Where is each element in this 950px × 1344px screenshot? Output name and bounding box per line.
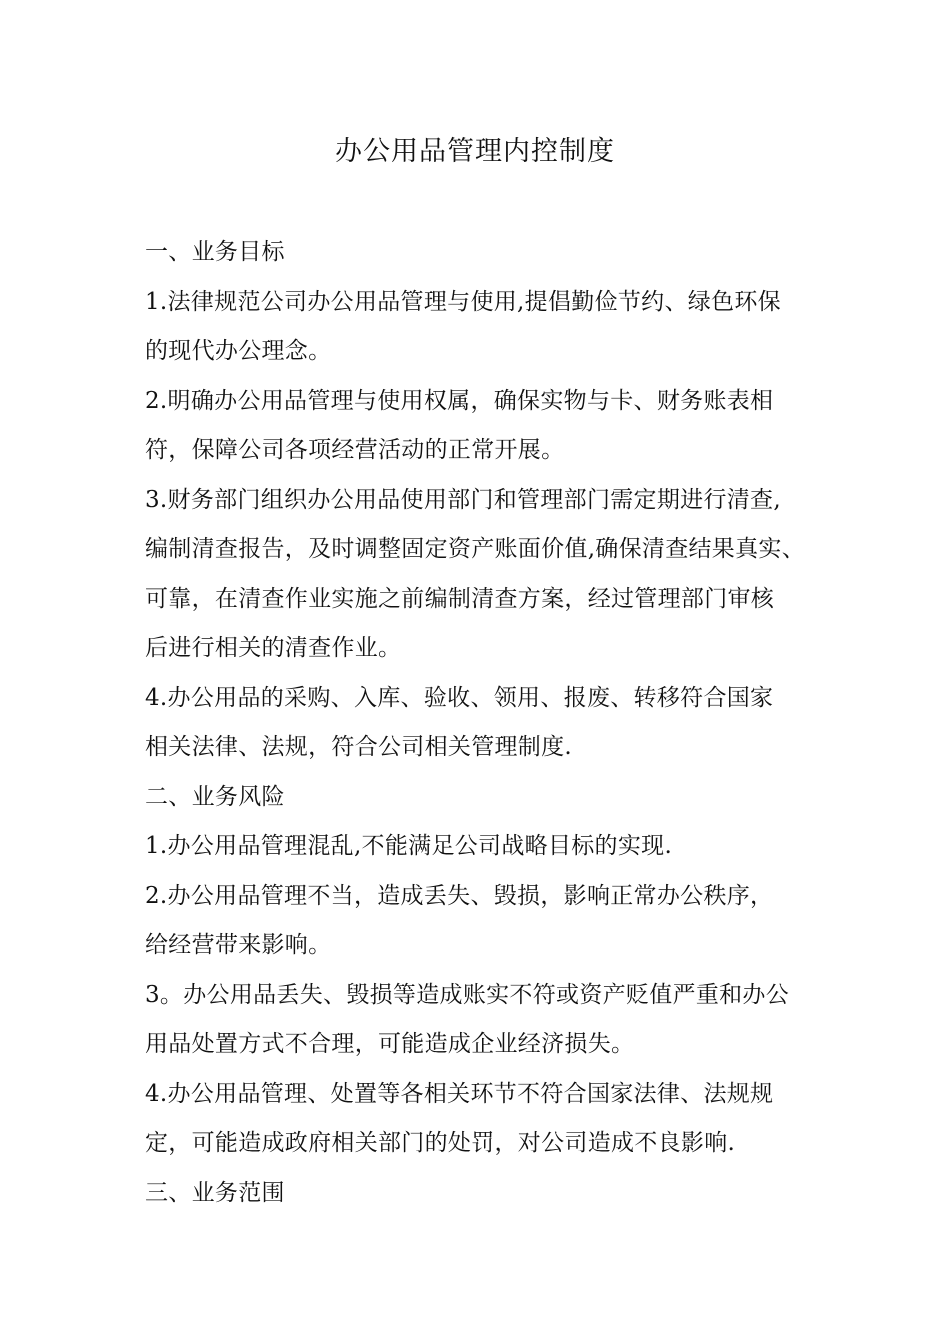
paragraph-line: 用品处置方式不合理，可能造成企业经济损失。 xyxy=(145,1031,635,1057)
paragraph-line: 3.财务部门组织办公用品使用部门和管理部门需定期进行清查, xyxy=(145,486,781,513)
paragraph-line: 可靠，在清查作业实施之前编制清查方案，经过管理部门审核 xyxy=(145,585,775,612)
paragraph-line: 3。办公用品丢失、毁损等造成账实不符或资产贬值严重和办公 xyxy=(145,981,790,1008)
paragraph-line: 4.办公用品的采购、入库、验收、领用、报废、转移符合国家 xyxy=(145,684,774,711)
paragraph-line: 相关法律、法规，符合公司相关管理制度. xyxy=(145,734,573,760)
paragraph-line: 1.法律规范公司办公用品管理与使用,提倡勤俭节约、绿色环保 xyxy=(145,288,781,315)
paragraph-line: 后进行相关的清查作业。 xyxy=(145,635,402,661)
paragraph-line: 2.明确办公用品管理与使用权属，确保实物与卡、财务账表相 xyxy=(145,387,774,414)
section-heading-objectives: 一、业务目标 xyxy=(145,239,285,265)
section-heading-scope: 三、业务范围 xyxy=(145,1179,285,1206)
paragraph-line: 给经营带来影响。 xyxy=(145,932,332,958)
paragraph-line: 4.办公用品管理、处置等各相关环节不符合国家法律、法规规 xyxy=(145,1080,774,1107)
paragraph-line: 1.办公用品管理混乱,不能满足公司战略目标的实现. xyxy=(145,833,673,859)
document-title: 办公用品管理内控制度 xyxy=(335,136,615,167)
section-heading-risks: 二、业务风险 xyxy=(145,783,285,810)
paragraph-line: 编制清查报告，及时调整固定资产账面价值,确保清查结果真实、 xyxy=(145,536,806,562)
paragraph-line: 定，可能造成政府相关部门的处罚，对公司造成不良影响. xyxy=(145,1130,736,1156)
paragraph-line: 符，保障公司各项经营活动的正常开展。 xyxy=(145,437,565,463)
paragraph-line: 的现代办公理念。 xyxy=(145,338,332,364)
document-body xyxy=(145,228,835,1218)
paragraph-line: 2.办公用品管理不当，造成丢失、毁损，影响正常办公秩序， xyxy=(145,882,774,909)
